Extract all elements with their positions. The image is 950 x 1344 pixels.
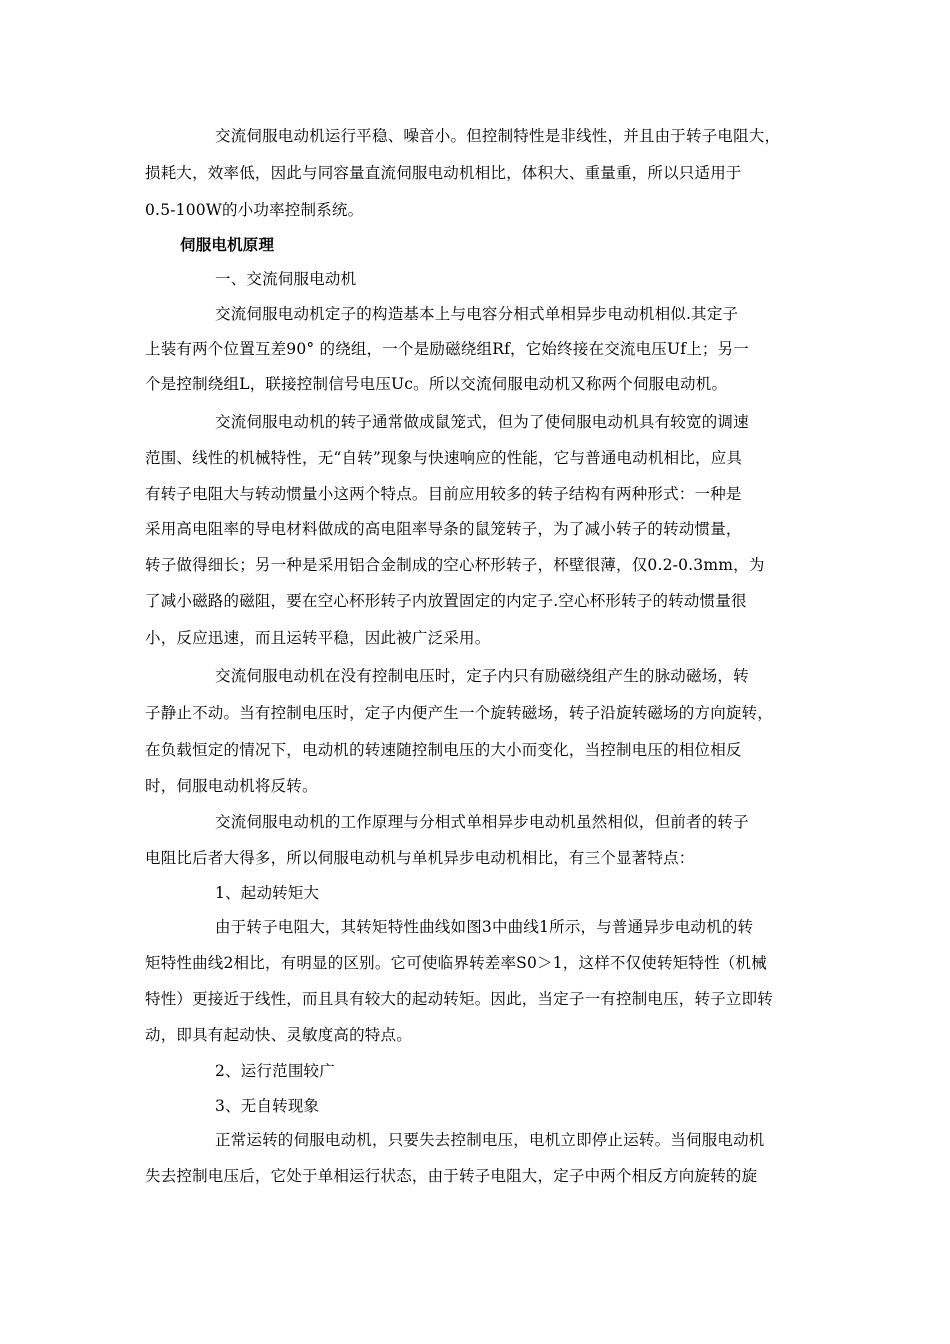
text-line: 0.5-100W的小功率控制系统。: [145, 201, 364, 219]
text-line: 交流伺服电动机的转子通常做成鼠笼式，但为了使伺服电动机具有较宽的调速: [215, 413, 749, 431]
list-item-heading: 3、无自转现象: [215, 1097, 320, 1115]
text-line: 动，即具有起动快、灵敏度高的特点。: [145, 1026, 412, 1044]
text-line: 时，伺服电动机将反转。: [145, 777, 318, 795]
text-line: 个是控制绕组L，联接控制信号电压Uc。所以交流伺服电动机又称两个伺服电动机。: [145, 375, 728, 393]
text-line: 交流伺服电动机运行平稳、噪音小。但控制特性是非线性，并且由于转子电阻大，: [215, 127, 781, 145]
text-line: 小，反应迅速，而且运转平稳，因此被广泛采用。: [145, 629, 491, 647]
text-line: 转子做得细长；另一种是采用铝合金制成的空心杯形转子，杯壁很薄，仅0.2-0.3mm，为: [145, 556, 765, 574]
text-line: 范围、线性的机械特性，无“自转”现象与快速响应的性能，它与普通电动机相比，应具: [145, 449, 743, 467]
section-heading: 伺服电机原理: [180, 236, 275, 254]
text-line: 由于转子电阻大，其转矩特性曲线如图3中曲线1所示，与普通异步电动机的转: [215, 918, 754, 936]
text-line: 电阻比后者大得多，所以伺服电动机与单机异步电动机相比，有三个显著特点：: [145, 849, 695, 867]
subsection-heading: 一、交流伺服电动机: [215, 270, 357, 288]
text-line: 交流伺服电动机的工作原理与分相式单相异步电动机虽然相似，但前者的转子: [215, 813, 749, 831]
list-item-heading: 2、运行范围较广: [215, 1062, 335, 1080]
text-line: 矩特性曲线2相比，有明显的区别。它可使临界转差率S0＞1，这样不仅使转矩特性（机械: [145, 954, 767, 972]
text-line: 有转子电阻大与转动惯量小这两个特点。目前应用较多的转子结构有两种形式：一种是: [145, 485, 742, 503]
text-line: 失去控制电压后，它处于单相运行状态，由于转子电阻大，定子中两个相反方向旋转的旋: [145, 1167, 758, 1185]
list-item-heading: 1、起动转矩大: [215, 884, 320, 902]
text-line: 交流伺服电动机在没有控制电压时，定子内只有励磁绕组产生的脉动磁场，转: [215, 667, 749, 685]
text-line: 上装有两个位置互差90° 的绕组，一个是励磁绕组Rf，它始终接在交流电压Uf上；另一: [145, 340, 750, 358]
text-line: 采用高电阻率的导电材料做成的高电阻率导条的鼠笼转子，为了减小转子的转动惯量，: [145, 520, 742, 538]
text-line: 子静止不动。当有控制电压时，定子内便产生一个旋转磁场，转子沿旋转磁场的方向旋转，: [145, 704, 774, 722]
text-line: 了减小磁路的磁阻，要在空心杯形转子内放置固定的内定子.空心杯形转子的转动惯量很: [145, 592, 747, 610]
text-line: 正常运转的伺服电动机，只要失去控制电压，电机立即停止运转。当伺服电动机: [215, 1131, 765, 1149]
text-line: 损耗大，效率低，因此与同容量直流伺服电动机相比，体积大、重量重，所以只适用于: [145, 164, 742, 182]
text-line: 特性）更接近于线性，而且具有较大的起动转矩。因此，当定子一有控制电压，转子立即转: [145, 990, 774, 1008]
text-line: 交流伺服电动机定子的构造基本上与电容分相式单相异步电动机相似.其定子: [215, 305, 739, 323]
text-line: 在负载恒定的情况下，电动机的转速随控制电压的大小而变化，当控制电压的相位相反: [145, 741, 742, 759]
